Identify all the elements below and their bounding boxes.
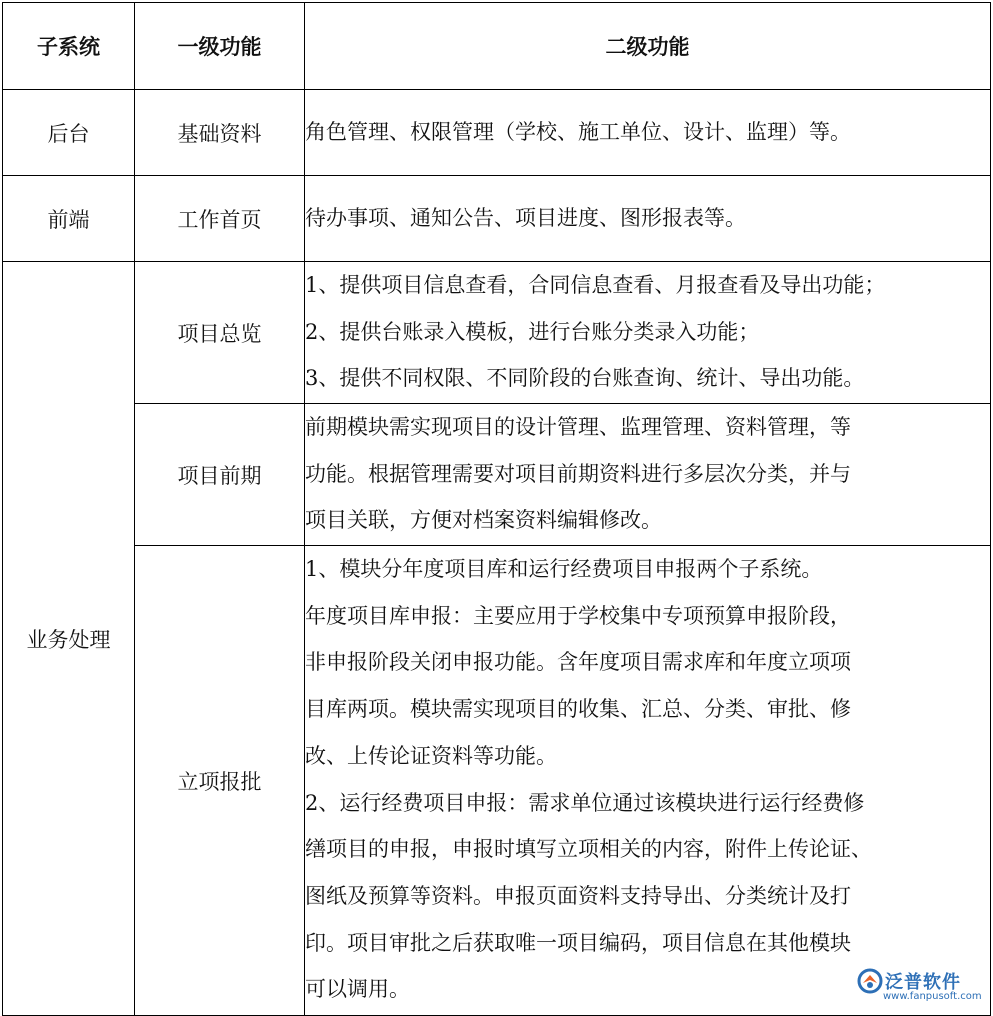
watermark-logo <box>857 966 983 1006</box>
level2-line: 功能。根据管理需要对项目前期资料进行多层次分类，并与 <box>305 461 851 486</box>
level1-cell: 项目总览 <box>135 262 305 404</box>
level2-line: 缮项目的申报，申报时填写立项相关的内容，附件上传论证、 <box>305 837 872 862</box>
level2-cell <box>305 404 991 546</box>
level1-cell: 工作首页 <box>135 176 305 262</box>
level1-cell: 立项报批 <box>135 546 305 1016</box>
table-row <box>3 262 991 404</box>
level2-cell <box>305 546 991 1016</box>
level2-line: 前期模块需实现项目的设计管理、监理管理、资料管理，等 <box>305 415 851 439</box>
level2-line: 2、提供台账录入模板，进行台账分类录入功能； <box>305 319 760 344</box>
level2-line: 可以调用。 <box>305 977 410 1002</box>
header-level2: 二级功能 <box>305 3 991 90</box>
level2-line: 3、提供不同权限、不同阶段的台账查询、统计、导出功能。 <box>305 366 865 391</box>
subsystem-cell: 前端 <box>3 176 135 262</box>
table-row <box>3 546 991 1016</box>
header-subsystem: 子系统 <box>3 3 135 90</box>
level2-line: 非申报阶段关闭申报功能。含年度项目需求库和年度立项项 <box>305 650 851 675</box>
level2-line: 目库两项。模块需实现项目的收集、汇总、分类、审批、修 <box>305 697 851 722</box>
header-row <box>3 3 991 90</box>
table-row <box>3 90 991 176</box>
level2-line: 改、上传论证资料等功能。 <box>305 743 557 768</box>
table-row <box>3 404 991 546</box>
level2-line: 图纸及预算等资料。申报页面资料支持导出、分类统计及打 <box>305 883 851 908</box>
level2-line: 待办事项、通知公告、项目进度、图形报表等。 <box>305 206 746 231</box>
level2-line: 年度项目库申报：主要应用于学校集中专项预算申报阶段， <box>305 603 851 628</box>
header-level1: 一级功能 <box>135 3 305 90</box>
level2-line: 印。项目审批之后获取唯一项目编码，项目信息在其他模块 <box>305 930 851 955</box>
table-row <box>3 176 991 262</box>
watermark-title: 泛普软件 <box>885 972 961 993</box>
function-table <box>2 2 991 1016</box>
level2-line: 项目关联，方便对档案资料编辑修改。 <box>305 508 662 533</box>
level1-cell: 项目前期 <box>135 404 305 546</box>
level2-line: 2、运行经费项目申报：需求单位通过该模块进行运行经费修 <box>305 790 865 815</box>
level2-cell <box>305 176 991 262</box>
watermark-url: www.fanpusoft.com <box>883 991 982 1002</box>
level2-cell <box>305 262 991 404</box>
level2-cell <box>305 90 991 176</box>
level2-line: 角色管理、权限管理（学校、施工单位、设计、监理）等。 <box>305 120 851 145</box>
fanpu-logo-icon <box>857 968 883 994</box>
subsystem-cell: 后台 <box>3 90 135 176</box>
level2-line: 1、提供项目信息查看，合同信息查看、月报查看及导出功能； <box>305 273 886 297</box>
level2-line: 1、模块分年度项目库和运行经费项目申报两个子系统。 <box>305 557 823 581</box>
level1-cell: 基础资料 <box>135 90 305 176</box>
subsystem-cell: 业务处理 <box>3 262 135 1016</box>
